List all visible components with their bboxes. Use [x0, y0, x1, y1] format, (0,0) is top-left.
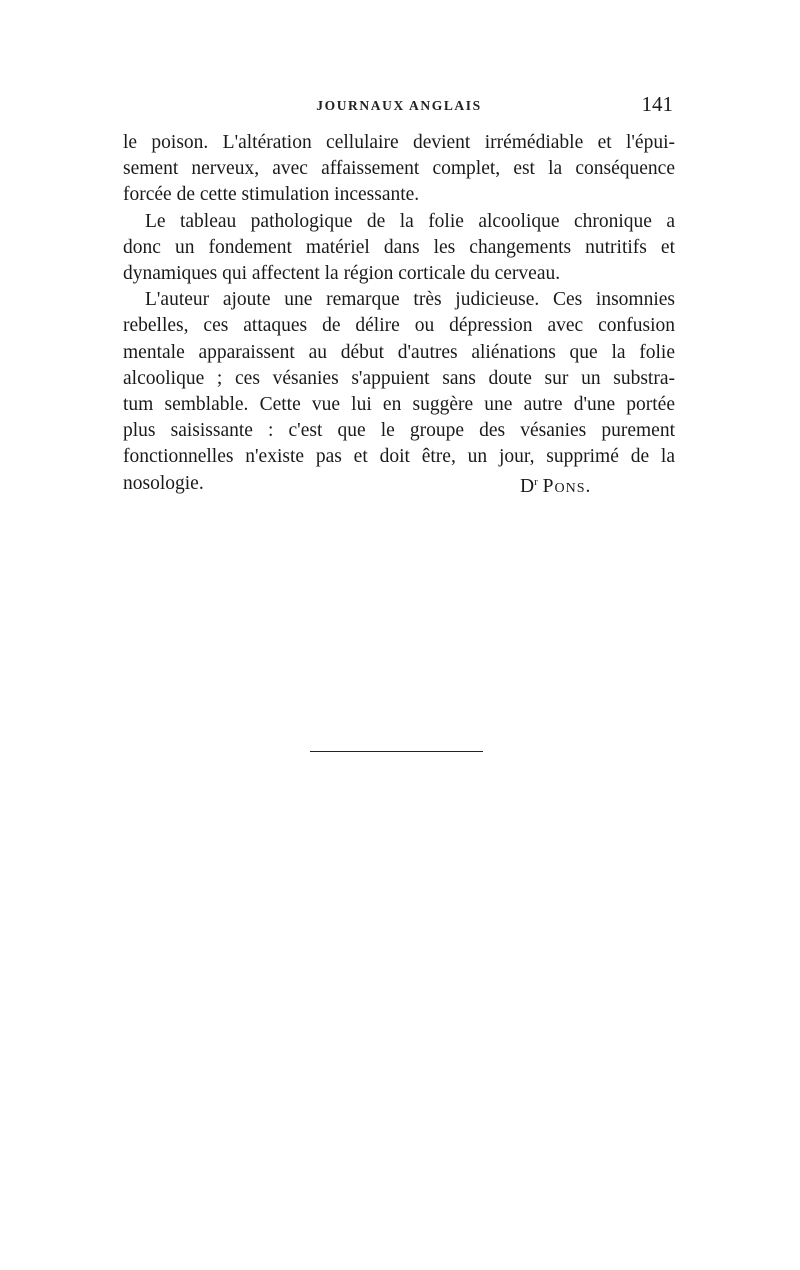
- section-divider-rule: [310, 751, 483, 752]
- signature-title-superscript: r: [534, 476, 538, 488]
- text-line: nosologie.: [123, 472, 204, 494]
- paragraph-1: [123, 130, 675, 209]
- text-line: alcoolique ; ces vésanies s'appuient sans doute sur un substra-: [123, 367, 675, 389]
- paragraph-2: [123, 209, 675, 288]
- text-line: tum semblable. Cette vue lui en suggère une autre d'une portée: [123, 394, 675, 416]
- text-line: rebelles, ces attaques de délire ou dépression avec confusion: [123, 315, 675, 337]
- running-title: JOURNAUX ANGLAIS: [316, 98, 482, 113]
- text-line: mentale apparaissent au début d'autres aliénations que la folie: [123, 341, 675, 363]
- text-line: le poison. L'altération cellulaire devient irrémédiable et l'épui-: [123, 132, 675, 153]
- page-number: 141: [641, 92, 673, 116]
- text-line: forcée de cette stimulation incessante.: [123, 184, 420, 206]
- paragraph-3: [123, 287, 675, 497]
- text-line: plus saisissante : c'est que le groupe des vésanies purement: [123, 420, 675, 442]
- text-line: L'auteur ajoute une remarque très judicieuse. Ces insomnies: [145, 289, 675, 311]
- text-line: sement nerveux, avec affaissement complet, est la conséquence: [123, 158, 675, 180]
- signature: [520, 469, 591, 500]
- signature-title: D: [520, 476, 535, 497]
- text-line: Le tableau pathologique de la folie alcoolique chronique a: [145, 210, 675, 232]
- signature-name: Pons.: [542, 476, 592, 497]
- text-line: donc un fondement matériel dans les changements nutritifs et: [123, 236, 675, 258]
- running-head: [123, 92, 675, 126]
- text-line: dynamiques qui affectent la région corticale du cerveau.: [123, 263, 561, 285]
- body-text: [123, 130, 675, 497]
- text-line: fonctionnelles n'existe pas et doit être, un jour, supprimé de la: [123, 446, 675, 468]
